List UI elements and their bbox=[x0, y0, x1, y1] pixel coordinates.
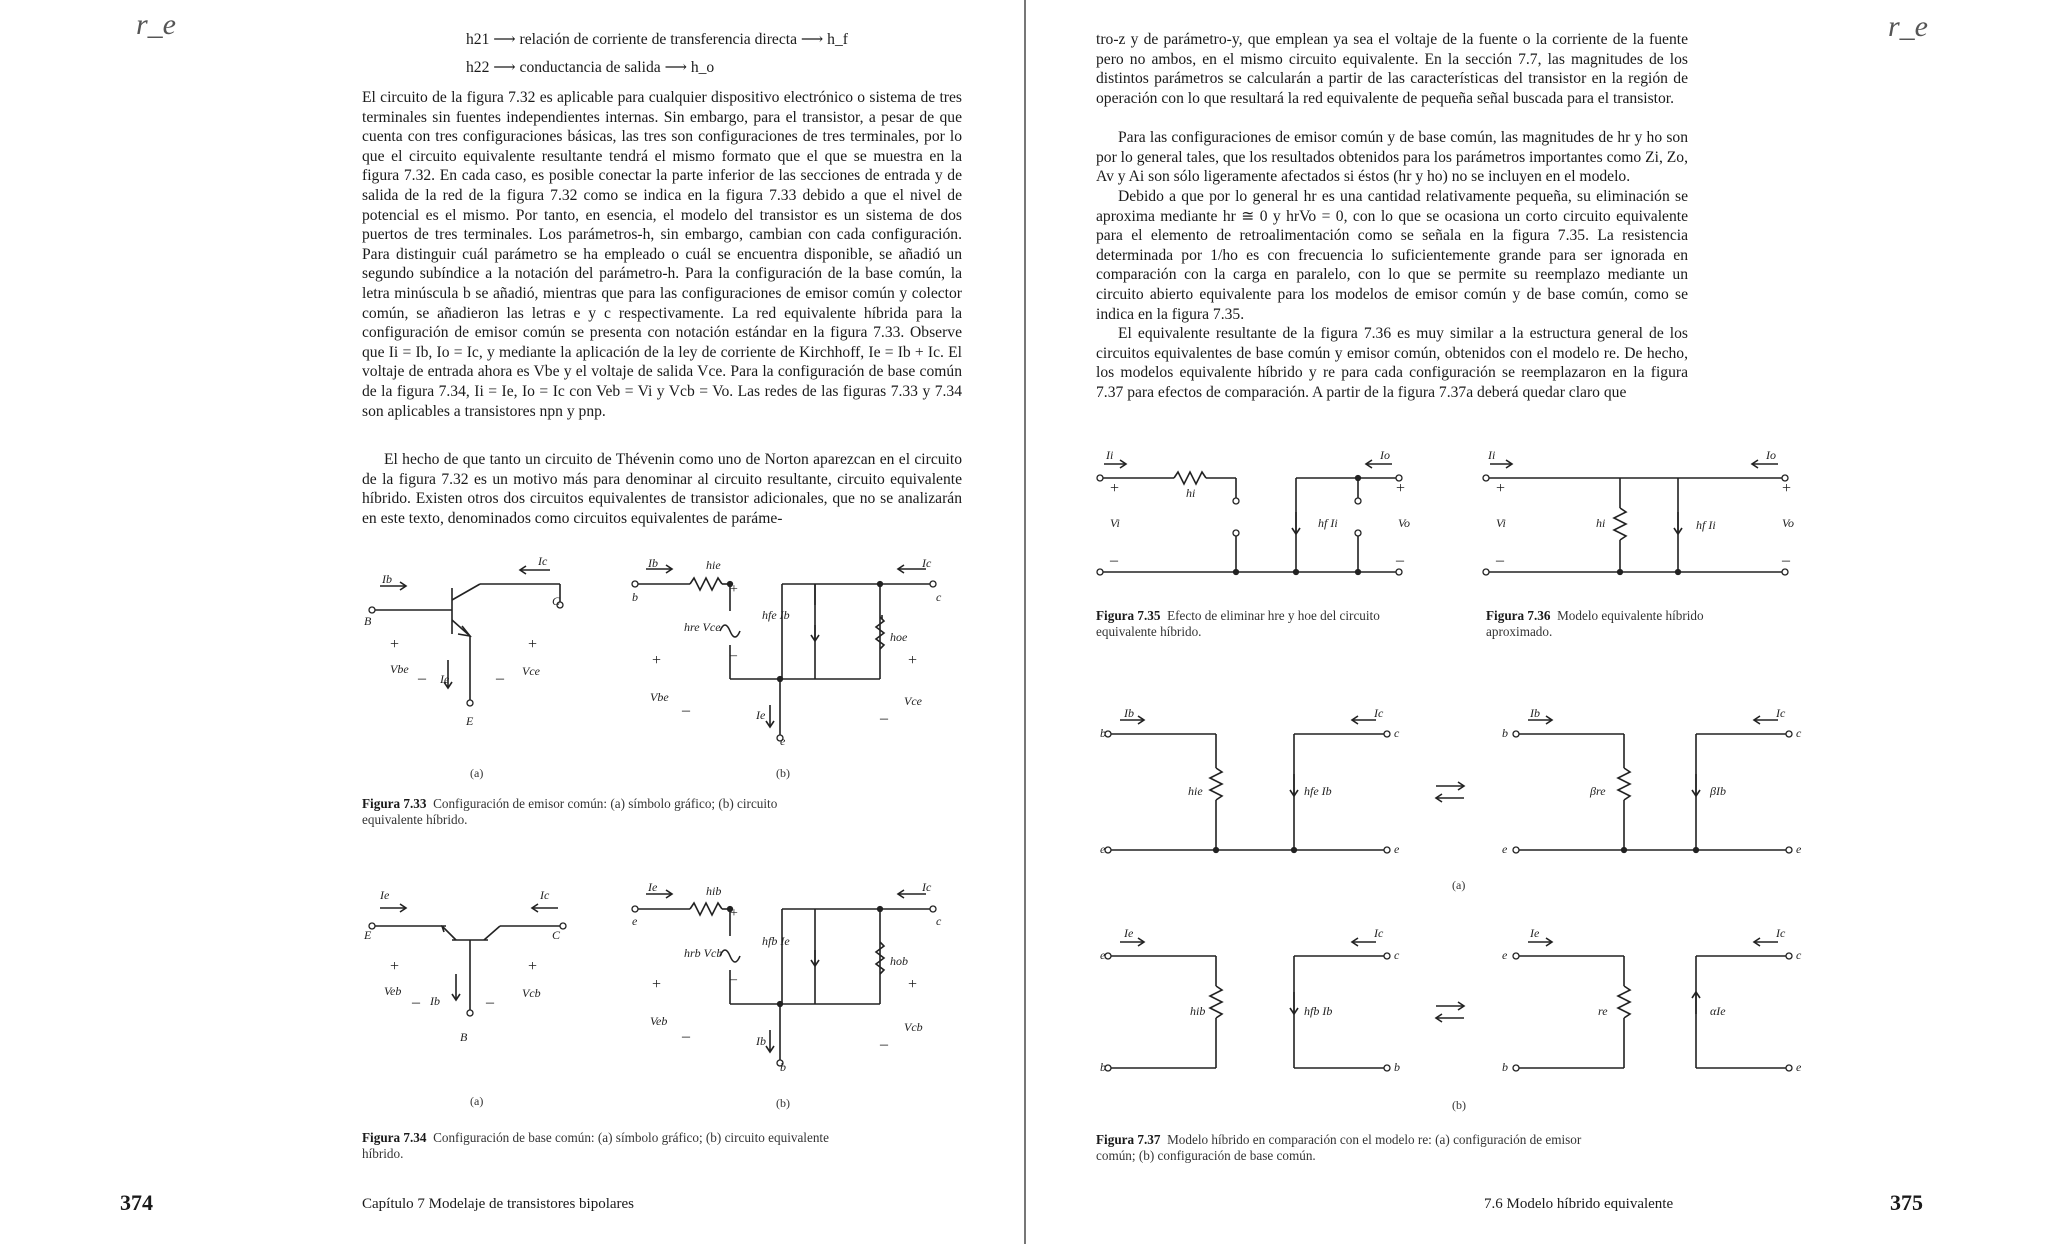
caption-label: Figura 7.33 bbox=[362, 796, 427, 811]
label-terminal-c: c bbox=[936, 914, 942, 928]
figure-7-33-caption bbox=[362, 796, 832, 828]
label-vcb: Vcb bbox=[904, 1020, 923, 1034]
label-hie: hie bbox=[706, 558, 721, 572]
label-terminal-b: b bbox=[1100, 1060, 1106, 1074]
page-gutter bbox=[1024, 0, 1026, 1244]
label-vbe: Vbe bbox=[650, 690, 669, 704]
figure-7-37-caption bbox=[1096, 1132, 1616, 1164]
label-hfb-ie: hfb Ie bbox=[762, 934, 790, 948]
label-vbe: Vbe bbox=[390, 662, 409, 676]
right-paragraph-3: Debido a que por lo general hr es una cantidad relativamente pequeña, su eliminación se aproxima mediante hr ≅ 0 y hrVo = 0, con lo que se ocasiona un corto circuito equivalente para el elemento de retroalimentación como se señala en la figura 7.35. La resistencia determinada por 1/ho es con frecuencia lo suficientemente grande para ser ignorada en comparación con la carga en paralelo, con lo que se permite su reemplazo mediante un circuito abierto equivalente para los modelos de emisor común y de base común, como se indica en la figura 7.35. bbox=[1096, 188, 1688, 323]
label-beta-ib: βIb bbox=[1710, 784, 1726, 798]
right-paragraph-2: Para las configuraciones de emisor común y de base común, las magnitudes de hr y ho son por lo general tales, que los resultados obtenidos para los parámetros importantes como Zi, Zo, Av y Ai son sólo ligeramente afectados si éstos (hr y ho) no se incluyen en el modelo. bbox=[1096, 129, 1688, 186]
subfigure-label-b: (b) bbox=[1452, 1098, 1466, 1112]
minus-sign: – bbox=[486, 994, 494, 1011]
label-hib: hib bbox=[1190, 1004, 1206, 1018]
label-hrb-vcb: hrb Vcb bbox=[684, 946, 723, 960]
label-hre-vce: hre Vce bbox=[684, 620, 721, 634]
label-terminal-c: c bbox=[1394, 948, 1400, 962]
label-terminal-e: e bbox=[1796, 842, 1802, 856]
label-alpha-ie: αIe bbox=[1710, 1004, 1726, 1018]
label-vcb: Vcb bbox=[522, 986, 541, 1000]
label-terminal-c: c bbox=[936, 590, 942, 604]
right-paragraph-1: tro-z y de parámetro-y, que emplean ya sea el voltaje de la fuente o la corriente de la fuente pero no ambos, en el mismo circuito equivalente. En la sección 7.7, las magnitudes de los distintos parámetros se calcularán a partir de las características del transistor en la región de operación con lo que resultará la red equivalente de pequeña señal buscada para el transistor. bbox=[1096, 31, 1688, 107]
label-terminal-c: c bbox=[1796, 948, 1802, 962]
figure-7-34-caption bbox=[362, 1130, 832, 1162]
subfigure-label-b: (b) bbox=[776, 766, 790, 780]
figure-7-35-caption bbox=[1096, 608, 1396, 640]
label-terminal-b: B bbox=[364, 614, 372, 628]
label-terminal-e: E bbox=[466, 714, 474, 728]
figure-7-37a-circuits bbox=[1096, 712, 1816, 862]
label-terminal-b: b bbox=[1394, 1060, 1400, 1074]
page-number-right: 375 bbox=[1890, 1190, 1923, 1215]
label-terminal-e: e bbox=[1502, 948, 1508, 962]
label-ie: Ie bbox=[648, 880, 658, 894]
label-veb: Veb bbox=[650, 1014, 668, 1028]
corner-mark-right: r_e bbox=[1888, 10, 1928, 43]
label-vce: Vce bbox=[904, 694, 922, 708]
left-paragraph-2: El hecho de que tanto un circuito de Thévenin como uno de Norton aparezcan en el circuito de la figura 7.32 es un motivo más para denominar al circuito resultante, circuito equivalente híbrido. Existen otros dos circuitos equivalentes de transistor adicionales, que no se analizarán en este texto, denominados como circuitos equivalentes de paráme- bbox=[362, 451, 962, 527]
label-io: Io bbox=[1766, 448, 1776, 462]
right-paragraph-4: El equivalente resultante de la figura 7.36 es muy similar a la estructura general de los circuitos equivalentes de base común y emisor común, obtenidos con el modelo re. De hecho, los modelos equivalente híbrido y re para cada configuración se reemplazaron en la figura 7.37 para efectos de comparación. A partir de la figura 7.37a deberá quedar claro que bbox=[1096, 325, 1688, 401]
subfigure-label-a: (a) bbox=[470, 1094, 484, 1108]
plus-sign: + bbox=[730, 582, 738, 597]
label-vo: Vo bbox=[1782, 516, 1794, 530]
footer-left: Capítulo 7 Modelaje de transistores bipolares bbox=[362, 1196, 635, 1212]
minus-sign: – bbox=[418, 670, 426, 687]
label-vi: Vi bbox=[1496, 516, 1506, 530]
label-ic: Ic bbox=[540, 888, 550, 902]
label-terminal-b: b bbox=[1502, 1060, 1508, 1074]
minus-sign: – bbox=[730, 972, 737, 987]
figure-7-35-circuit bbox=[1096, 450, 1416, 590]
minus-sign: – bbox=[730, 648, 737, 663]
label-terminal-b: b bbox=[632, 590, 638, 604]
label-ii: Ii bbox=[1488, 448, 1496, 462]
label-ic: Ic bbox=[1776, 706, 1786, 720]
label-beta-re: βre bbox=[1590, 784, 1606, 798]
plus-sign: + bbox=[652, 976, 662, 993]
label-hi: hi bbox=[1596, 516, 1606, 530]
plus-sign: + bbox=[730, 906, 738, 921]
label-terminal-e: e bbox=[780, 734, 786, 748]
label-terminal-c: c bbox=[1394, 726, 1400, 740]
caption-text: Configuración de emisor común: (a) símbolo gráfico; (b) circuito equivalente híbrido. bbox=[362, 796, 778, 827]
plus-sign: + bbox=[1496, 480, 1506, 497]
plus-sign: + bbox=[528, 958, 538, 975]
label-terminal-e: e bbox=[1100, 948, 1106, 962]
label-hfe-ib: hfe Ib bbox=[1304, 784, 1332, 798]
label-ie: Ie bbox=[380, 888, 390, 902]
label-ib: Ib bbox=[430, 994, 440, 1008]
plus-sign: + bbox=[1110, 480, 1120, 497]
figure-7-36-circuit bbox=[1482, 450, 1802, 590]
minus-sign: – bbox=[880, 1036, 888, 1053]
figure-7-34b-hybrid-circuit bbox=[630, 880, 950, 1080]
definition-h22: h22 ⟶ conductancia de salida ⟶ h_o bbox=[466, 59, 715, 76]
label-re: re bbox=[1598, 1004, 1608, 1018]
caption-label: Figura 7.37 bbox=[1096, 1132, 1161, 1147]
subfigure-label-b: (b) bbox=[776, 1096, 790, 1110]
label-hfb-ib: hfb Ib bbox=[1304, 1004, 1333, 1018]
plus-sign: + bbox=[1396, 480, 1406, 497]
label-ic: Ic bbox=[1374, 926, 1384, 940]
label-ib: Ib bbox=[382, 572, 392, 586]
plus-sign: + bbox=[390, 958, 400, 975]
minus-sign: – bbox=[1110, 552, 1118, 569]
plus-sign: + bbox=[528, 636, 538, 653]
label-ie: Ie bbox=[1124, 926, 1134, 940]
label-ic: Ic bbox=[538, 554, 548, 568]
label-terminal-e: e bbox=[632, 914, 638, 928]
caption-label: Figura 7.36 bbox=[1486, 608, 1551, 623]
label-ib: Ib bbox=[648, 556, 658, 570]
figure-7-33b-hybrid-circuit bbox=[630, 555, 950, 755]
label-ib: Ib bbox=[756, 1034, 766, 1048]
label-terminal-c: C bbox=[552, 928, 561, 942]
minus-sign: – bbox=[1782, 552, 1790, 569]
label-ii: Ii bbox=[1106, 448, 1114, 462]
plus-sign: + bbox=[908, 652, 918, 669]
label-ic: Ic bbox=[922, 556, 932, 570]
label-hf-ii: hf Ii bbox=[1318, 516, 1338, 530]
subfigure-label-a: (a) bbox=[470, 766, 484, 780]
label-hi: hi bbox=[1186, 486, 1196, 500]
label-ib: Ib bbox=[1530, 706, 1540, 720]
label-io: Io bbox=[1380, 448, 1390, 462]
subfigure-label-a: (a) bbox=[1452, 878, 1466, 892]
plus-sign: + bbox=[908, 976, 918, 993]
label-ie: Ie bbox=[756, 708, 766, 722]
label-terminal-c: C bbox=[552, 594, 561, 608]
minus-sign: – bbox=[682, 702, 690, 719]
label-terminal-b: b bbox=[780, 1060, 786, 1074]
label-ie: Ie bbox=[1530, 926, 1540, 940]
label-terminal-b: B bbox=[460, 1030, 468, 1044]
figure-7-36-caption bbox=[1486, 608, 1726, 640]
label-terminal-b: b bbox=[1100, 726, 1106, 740]
minus-sign: – bbox=[1496, 552, 1504, 569]
minus-sign: – bbox=[1396, 552, 1404, 569]
label-hf-ii: hf Ii bbox=[1696, 518, 1716, 532]
caption-label: Figura 7.34 bbox=[362, 1130, 427, 1145]
label-terminal-c: c bbox=[1796, 726, 1802, 740]
label-ib: Ib bbox=[1124, 706, 1134, 720]
label-ic: Ic bbox=[1776, 926, 1786, 940]
label-hfe-ib: hfe Ib bbox=[762, 608, 790, 622]
label-ic: Ic bbox=[922, 880, 932, 894]
caption-text: Modelo híbrido en comparación con el modelo re: (a) configuración de emisor común; (b) configuración de base común. bbox=[1096, 1132, 1582, 1163]
label-vce: Vce bbox=[522, 664, 540, 678]
label-veb: Veb bbox=[384, 984, 402, 998]
label-ie: Ie bbox=[440, 672, 450, 686]
label-terminal-e: E bbox=[364, 928, 372, 942]
corner-mark-left: r_e bbox=[136, 8, 176, 41]
caption-label: Figura 7.35 bbox=[1096, 608, 1161, 623]
label-vi: Vi bbox=[1110, 516, 1120, 530]
footer-right: 7.6 Modelo híbrido equivalente bbox=[1484, 1196, 1674, 1212]
definition-h21: h21 ⟶ relación de corriente de transferencia directa ⟶ h_f bbox=[466, 31, 848, 48]
label-hob: hob bbox=[890, 954, 908, 968]
minus-sign: – bbox=[880, 710, 888, 727]
label-ic: Ic bbox=[1374, 706, 1384, 720]
label-terminal-e: e bbox=[1502, 842, 1508, 856]
minus-sign: – bbox=[412, 994, 420, 1011]
label-vo: Vo bbox=[1398, 516, 1410, 530]
minus-sign: – bbox=[496, 670, 504, 687]
left-paragraph-1: El circuito de la figura 7.32 es aplicable para cualquier dispositivo electrónico o sistema de tres terminales sin fuentes independientes internas. Sin embargo, para el transistor, a pesar de que cuenta con tres configuraciones básicas, las tres son configuraciones de tres terminales, por lo que el circuito equivalente resultante tendrá el mismo formato que el que se muestra en la figura 7.32. En cada caso, es posible conectar la parte inferior de las secciones de entrada y de salida de la red de la figura 7.32 como se indica en la figura 7.33 debido a que el nivel de potencial es el mismo. Por tanto, en esencia, el modelo del transistor es un sistema de dos puertos de tres terminales. Los parámetros-h, sin embargo, cambian con cada configuración. Para distinguir cuál parámetro se ha empleado o cuál se encuentra disponible, se añadió un segundo subíndice a la notación del parámetro-h. Para la configuración de la base común, la letra minúscula b se añadió, mientras que para las configuraciones de emisor común y colector común, se añadieron las letras e y c respectivamente. La red equivalente híbrida para la configuración de emisor común se presenta con notación estándar en la figura 7.33. Observe que Ii = Ib, Io = Ic, y mediante la aplicación de la ley de corriente de Kirchhoff, Ie = Ib + Ic. El voltaje de entrada ahora es Vbe y el voltaje de salida Vce. Para la configuración de base común de la figura 7.34, Ii = Ie, Io = Ic con Veb = Vi y Vcb = Vo. Las redes de las figuras 7.33 y 7.34 son aplicables a transistores npn y pnp. bbox=[362, 89, 962, 420]
caption-text: Efecto de eliminar hre y hoe del circuito equivalente híbrido. bbox=[1096, 608, 1380, 639]
plus-sign: + bbox=[1782, 480, 1792, 497]
label-hoe: hoe bbox=[890, 630, 908, 644]
plus-sign: + bbox=[390, 636, 400, 653]
label-hie: hie bbox=[1188, 784, 1203, 798]
caption-text: Configuración de base común: (a) símbolo gráfico; (b) circuito equivalente híbrido. bbox=[362, 1130, 829, 1161]
label-hib: hib bbox=[706, 884, 722, 898]
label-terminal-e: e bbox=[1796, 1060, 1802, 1074]
plus-sign: + bbox=[652, 652, 662, 669]
minus-sign: – bbox=[682, 1028, 690, 1045]
label-terminal-b: b bbox=[1502, 726, 1508, 740]
page-number-left: 374 bbox=[120, 1190, 153, 1215]
label-terminal-e: e bbox=[1394, 842, 1400, 856]
caption-text: Modelo equivalente híbrido aproximado. bbox=[1486, 608, 1704, 639]
label-terminal-e: e bbox=[1100, 842, 1106, 856]
